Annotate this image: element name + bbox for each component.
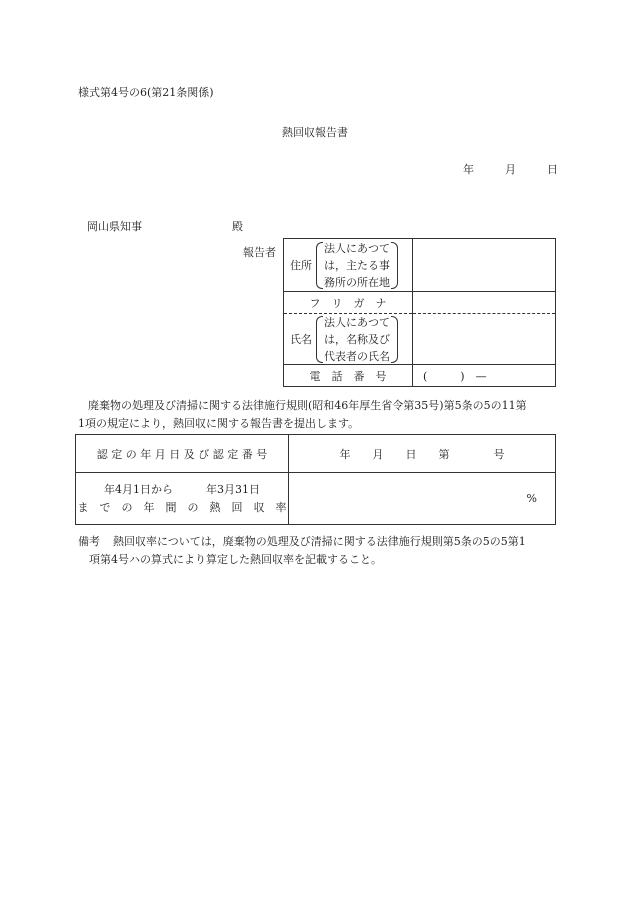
heat-recovery-label: ま で の 年 間 の 熱 回 収 率 <box>77 500 287 514</box>
addressee-name: 岡山県知事 <box>87 220 142 233</box>
furigana-label: フ リ ガ ナ <box>309 296 387 310</box>
date-fields <box>463 161 558 177</box>
note-label: 備考 <box>78 535 100 548</box>
certification-format: 年 月 日 第 号 <box>339 447 505 461</box>
address-note-line: は，主たる事 <box>324 258 390 272</box>
note-line: 熱回収率については，廃棄物の処理及び清掃に関する法律施行規則第5条の5の5第1 <box>113 535 526 548</box>
period-label: 年4月1日から 年3月31日 <box>104 482 260 496</box>
bracket-right <box>391 242 398 289</box>
certification-label: 認 定 の 年 月 日 及 び 認 定 番 号 <box>96 447 268 461</box>
address-note <box>316 240 398 291</box>
certification-value[interactable] <box>289 435 556 473</box>
name-note-line: 代表者の氏名 <box>324 349 390 363</box>
reporter-table <box>283 238 556 387</box>
addressee-honorific: 殿 <box>232 220 243 233</box>
note-line: 項第4号ハの算式により算定した熱回収率を記載すること。 <box>89 553 382 566</box>
bracket-left <box>316 242 323 289</box>
name-note-line: 法人にあつて <box>324 315 390 329</box>
address-input[interactable] <box>413 239 556 292</box>
percent-unit: % <box>526 492 537 505</box>
body-text-line: 廃棄物の処理及び清掃に関する法律施行規則(昭和46年厚生省令第35号)第5条の5の11第 <box>88 399 527 412</box>
phone-format: ( ) — <box>423 369 487 383</box>
bracket-left <box>316 316 323 363</box>
info-table <box>75 434 556 525</box>
furigana-input[interactable] <box>413 292 556 314</box>
heat-recovery-value[interactable] <box>289 473 556 525</box>
address-note-line: 務所の所在地 <box>324 275 390 289</box>
name-label: 氏名 <box>290 333 312 346</box>
form-number: 様式第4号の6(第21条関係) <box>78 86 214 99</box>
date-day-label: 日 <box>547 163 558 176</box>
address-note-line: 法人にあつて <box>324 241 390 255</box>
date-month-label: 月 <box>505 163 516 176</box>
page-title: 熱回収報告書 <box>282 126 348 139</box>
name-note <box>316 314 398 365</box>
phone-input[interactable] <box>413 365 556 387</box>
phone-label: 電 話 番 号 <box>309 369 387 383</box>
name-note-line: は，名称及び <box>324 332 390 346</box>
name-input[interactable] <box>413 314 556 365</box>
address-label: 住所 <box>290 259 312 272</box>
reporter-label: 報告者 <box>243 246 276 259</box>
body-text-line: 1項の規定により，熱回収に関する報告書を提出します。 <box>78 417 360 430</box>
bracket-right <box>391 316 398 363</box>
date-year-label: 年 <box>463 163 474 176</box>
